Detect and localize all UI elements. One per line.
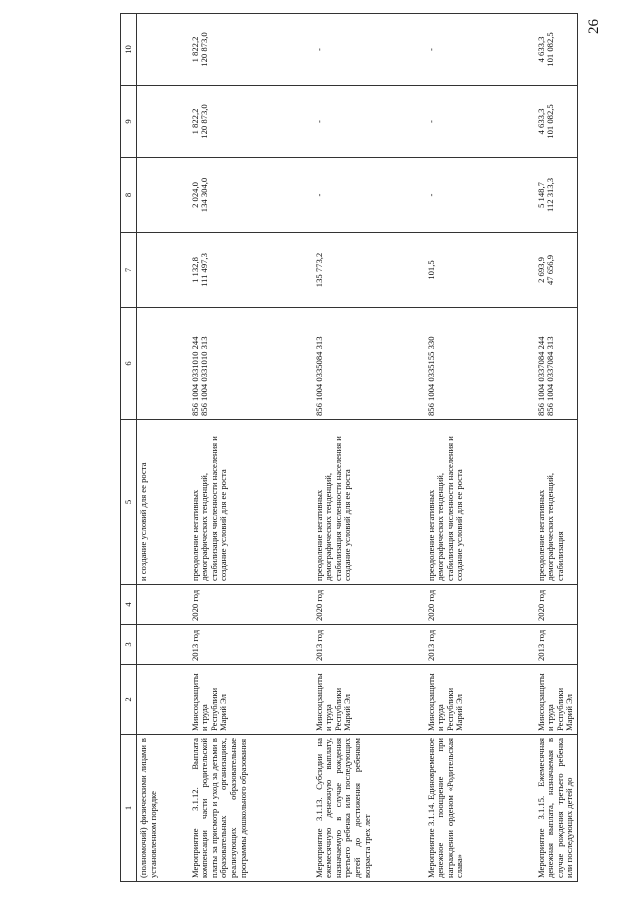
amount-value: 135 773,2: [313, 252, 324, 288]
amount-value: 120 873,0: [199, 32, 210, 67]
start-year-cell: 2013 год: [313, 625, 425, 665]
amount-cell: [425, 158, 535, 233]
amount-value: 4 633,3: [535, 108, 546, 135]
column-numbers-row: [121, 14, 137, 882]
column-header: 3: [121, 625, 137, 665]
amount-cell: [425, 86, 535, 158]
amount-cell: [189, 158, 313, 233]
amount-value: -: [313, 48, 324, 51]
table-row: [535, 14, 578, 882]
amount-value: -: [425, 120, 436, 123]
amount-cell: [425, 233, 535, 308]
measure-cell: Мероприятие 3.1.13. Субсидии на ежемесячную денежную выплату, назначаемую в случае рождения третьего ребенка или последующих детей до достижения ребенком возраста трех лет: [313, 735, 425, 882]
amount-value: 5 148,7: [535, 182, 546, 208]
start-year-cell: 2013 год: [425, 625, 535, 665]
kbk-code: 856 1004 0337084 244: [535, 336, 546, 416]
amount-value: 134 304,0: [199, 177, 210, 213]
amount-value: -: [313, 193, 324, 197]
amount-cell: [189, 14, 313, 86]
amount-value: 47 656,9: [545, 254, 556, 286]
amount-value: 112 313,3: [545, 177, 556, 213]
executor-cell: Минсоцзащиты и труда Республики Марий Эл: [535, 665, 578, 735]
kbk-cell: [425, 308, 535, 420]
amount-value: -: [425, 48, 436, 51]
column-header: 7: [121, 233, 137, 308]
result-cell: преодоление негативных демографических тенденций, стабилизация численности населения и создание условий для ее роста: [313, 420, 425, 585]
measure-cell: Мероприятие 3.1.14. Единовременное денежное поощрение при награждении орденом «Родительская слава»: [425, 735, 535, 882]
amount-value: 1 822,2: [189, 36, 200, 63]
amount-cell: [313, 158, 425, 233]
result-cell: преодоление негативных демографических тенденций, стабилизация: [535, 420, 578, 585]
column-header: 4: [121, 585, 137, 625]
page-number: 26: [586, 19, 602, 34]
amount-cell: [189, 233, 313, 308]
measure-cell: (полномочий) физическими лицами в установленном порядке: [137, 735, 189, 882]
amount-cell: [313, 14, 425, 86]
amount-value: 1 822,2: [189, 108, 200, 135]
column-header: 6: [121, 308, 137, 420]
end-year-cell: 2020 год: [535, 585, 578, 625]
amount-value: 111 497,3: [199, 253, 210, 287]
amount-cell: [535, 14, 578, 86]
program-table-container: [120, 14, 575, 882]
amount-cell: [535, 86, 578, 158]
kbk-cell: [189, 308, 313, 420]
start-year-cell: 2013 год: [189, 625, 313, 665]
column-header: 9: [121, 86, 137, 158]
amount-value: 4 633,3: [535, 36, 546, 63]
amount-value: -: [313, 120, 324, 123]
amount-value: 2 693,9: [535, 257, 546, 283]
amount-value: 101 082,5: [545, 32, 556, 67]
amount-cell: [313, 86, 425, 158]
table-row: [189, 14, 313, 882]
amount-value: 2 024,0: [189, 182, 200, 208]
continuation-row: [137, 14, 189, 882]
program-table: [120, 13, 578, 882]
column-header: 5: [121, 420, 137, 585]
amount-value: 101 082,5: [545, 104, 556, 139]
measure-cell: Мероприятие 3.1.15. Ежемесячная денежная выплата, назначаемая в случае рождения третьего ребенка или последующих детей до: [535, 735, 578, 882]
amount-value: 101,5: [425, 260, 436, 280]
end-year-cell: 2020 год: [425, 585, 535, 625]
amount-cell: [425, 14, 535, 86]
amount-cell: [535, 233, 578, 308]
amount-cell: [189, 86, 313, 158]
kbk-code: 856 1004 0331010 313: [199, 336, 210, 416]
executor-cell: Минсоцзащиты и труда Республики Марий Эл: [189, 665, 313, 735]
kbk-cell: [535, 308, 578, 420]
amount-cell: [313, 233, 425, 308]
amount-value: 120 873,0: [199, 104, 210, 139]
amount-value: 1 132,8: [189, 257, 200, 283]
measure-cell: Мероприятие 3.1.12. Выплата компенсации части родительской платы за присмотр и уход за детьми в образовательных организациях, реализующих образовательные программы дошкольного образования: [189, 735, 313, 882]
result-cell: и создание условий для ее роста: [137, 420, 189, 585]
kbk-code: 856 1004 0335155 330: [425, 336, 436, 416]
column-header: 10: [121, 14, 137, 86]
column-header: 1: [121, 735, 137, 882]
amount-value: -: [425, 193, 436, 197]
kbk-code: 856 1004 0335084 313: [313, 336, 324, 416]
executor-cell: Минсоцзащиты и труда Республики Марий Эл: [313, 665, 425, 735]
end-year-cell: 2020 год: [313, 585, 425, 625]
executor-cell: Минсоцзащиты и труда Республики Марий Эл: [425, 665, 535, 735]
column-header: 8: [121, 158, 137, 233]
start-year-cell: 2013 год: [535, 625, 578, 665]
kbk-cell: [313, 308, 425, 420]
table-row: [425, 14, 535, 882]
column-header: 2: [121, 665, 137, 735]
result-cell: преодоление негативных демографических тенденций, стабилизация численности населения и создание условий для ее роста: [425, 420, 535, 585]
amount-cell: [535, 158, 578, 233]
table-row: [313, 14, 425, 882]
end-year-cell: 2020 год: [189, 585, 313, 625]
result-cell: преодоление негативных демографических тенденций, стабилизация численности населения и создание условий для ее роста: [189, 420, 313, 585]
kbk-code: 856 1004 0331010 244: [189, 336, 200, 416]
kbk-code: 856 1004 0337084 313: [545, 336, 556, 416]
